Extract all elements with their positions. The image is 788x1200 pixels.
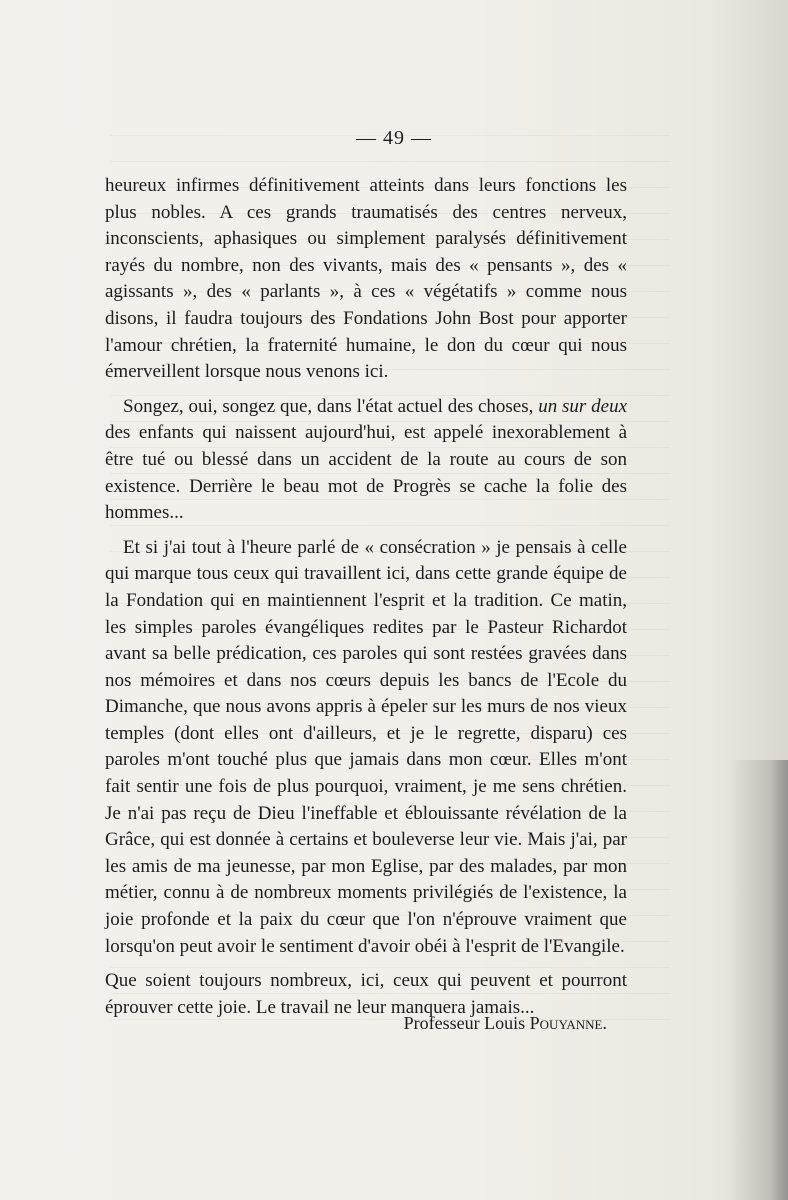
signature-surname: Pouyanne. xyxy=(529,1013,607,1033)
paragraph-2-emphasis: un sur deux xyxy=(538,395,628,417)
paragraph-2-end: des enfants qui naissent aujourd'hui, est appelé inexorablement à être tué ou blessé dans un accident de la route au cours de son existence. Derrière le beau mot de Progrès se cache la folie des hommes... xyxy=(105,422,627,524)
page-curl-shadow xyxy=(728,760,788,1200)
signature xyxy=(0,1013,607,1034)
paragraph-2 xyxy=(105,394,627,527)
paragraph-4: Que soient toujours nombreux, ici, ceux qui peuvent et pourront éprouver cette joie. Le travail ne leur manquera jamais... xyxy=(105,970,627,1018)
page-number: — 49 — xyxy=(356,127,432,149)
signature-name: Professeur Louis xyxy=(403,1013,526,1033)
body-text xyxy=(105,173,627,1029)
paragraph-3: Et si j'ai tout à l'heure parlé de « consécration » je pensais à celle qui marque tous ceux qui travaillent ici, dans cette grande équipe de la Fondation qui en maintiennent l'esprit et la tradition. Ce matin, les simples paroles évangéliques redites par le Pasteur Richardot avant sa belle prédication, ces paroles qui sont restées gravées dans nos mémoires et dans nos cœurs depuis les bancs de l'Ecole du Dimanche, que nous avons appris à épeler sur les murs de nos vieux temples (dont elles ont d'ailleurs, et je le regrette, disparu) ces paroles m'ont touché plus que jamais dans mon cœur. Elles m'ont fait sentir une fois de plus pourquoi, vraiment, je me sens chrétien. Je n'ai pas reçu de Dieu l'ineffable et éblouissante révélation de la Grâce, qui est donnée à certains et bouleverse leur vie. Mais j'ai, par les amis de ma jeunesse, par mon Eglise, par des malades, par mon métier, connu à de nombreux moments privilégiés de l'existence, la joie profonde et la paix du cœur que l'on n'éprouve vraiment que lorsqu'on peut avoir le sentiment d'avoir obéi à l'esprit de l'Evangile. xyxy=(105,536,627,957)
paragraph-1: heureux infirmes définitivement atteints dans leurs fonctions les plus nobles. A ces grands traumatisés des centres nerveux, inconscients, aphasiques ou simplement paralysés définitivement rayés du nombre, non des vivants, mais des « pensants », des « agissants », des « parlants », à ces « végétatifs » comme nous disons, il faudra toujours des Fondations John Bost pour apporter l'amour chrétien, la fraternité humaine, le don du cœur qui nous émerveillent lorsque nous venons ici. xyxy=(105,175,627,383)
paragraph-2-start: Songez, oui, songez que, dans l'état actuel des choses, xyxy=(123,395,539,417)
